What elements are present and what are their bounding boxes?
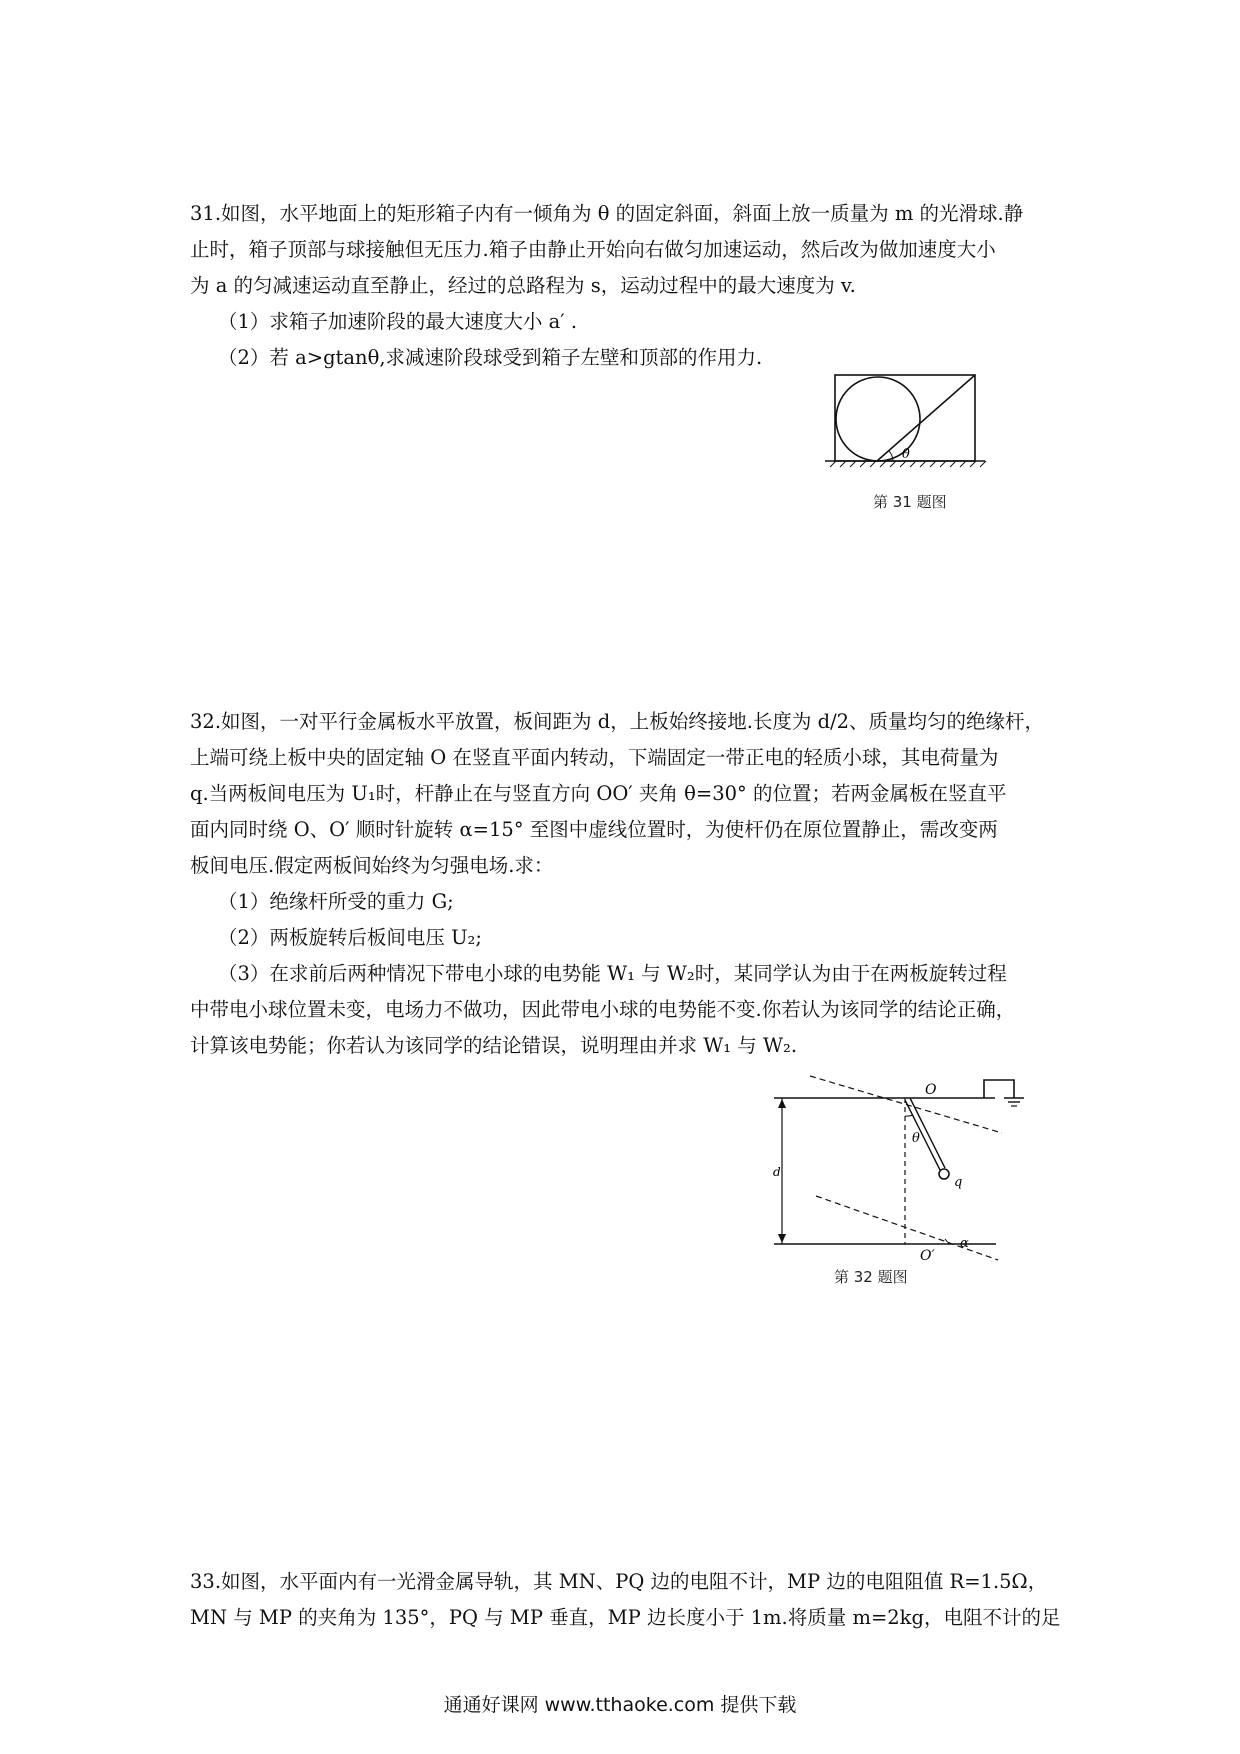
label-O-prime: O′	[920, 1248, 935, 1264]
q33-line-1: 33.如图，水平面内有一光滑金属导轨，其 MN、PQ 边的电阻不计，MP 边的电阻阻值 R=1.5Ω，	[190, 1570, 1048, 1593]
label-theta: θ	[912, 1131, 920, 1146]
q32-line-3: q.当两板间电压为 U₁时，杆静止在与竖直方向 OO′ 夹角 θ=30° 的位置；若两金属板在竖直平	[190, 782, 1007, 805]
label-q: q	[954, 1175, 963, 1190]
figure-32-parallel-plates	[770, 1070, 1070, 1264]
q31-line-3: 为 a 的匀减速运动直至静止，经过的总路程为 s，运动过程中的最大速度为 v.	[190, 274, 856, 297]
theta-label: θ	[902, 447, 910, 462]
footer-download-note: 通通好课网 www.tthaoke.com 提供下载	[443, 1694, 797, 1716]
q32-part-3: （3）在求前后两种情况下带电小球的电势能 W₁ 与 W₂时，某同学认为由于在两板旋转过程	[218, 962, 1007, 985]
q31-line-2: 止时，箱子顶部与球接触但无压力.箱子由静止开始向右做匀加速运动，然后改为做加速度大小	[190, 238, 996, 261]
q32-line-4: 面内同时绕 O、O′ 顺时针旋转 α=15° 至图中虚线位置时，为使杆仍在原位置静止，需改变两	[190, 818, 998, 841]
figure-32-caption: 第 32 题图	[834, 1268, 908, 1286]
figure-31-box-incline	[830, 370, 990, 480]
q31-part-1: （1）求箱子加速阶段的最大速度大小 a′ .	[218, 310, 578, 333]
figure-31-caption: 第 31 题图	[873, 493, 947, 511]
q32-line-1: 32.如图，一对平行金属板水平放置，板间距为 d，上板始终接地.长度为 d/2、质量均匀的绝缘杆，	[190, 710, 1045, 733]
q32-line-7: 计算该电势能；你若认为该同学的结论错误，说明理由并求 W₁ 与 W₂.	[190, 1034, 798, 1057]
q32-line-2: 上端可绕上板中央的固定轴 O 在竖直平面内转动，下端固定一带正电的轻质小球，其电荷量为	[190, 746, 999, 769]
label-alpha: α	[960, 1236, 969, 1251]
q31-part-2: （2）若 a>gtanθ,求减速阶段球受到箱子左壁和顶部的作用力.	[218, 346, 763, 369]
q32-line-6: 中带电小球位置未变，电场力不做功，因此带电小球的电势能不变.你若认为该同学的结论正确，	[190, 998, 1016, 1021]
label-d: d	[773, 1165, 781, 1179]
q31-line-1: 31.如图，水平地面上的矩形箱子内有一倾角为 θ 的固定斜面，斜面上放一质量为 m 的光滑球.静	[190, 202, 1024, 225]
q32-line-5: 板间电压.假定两板间始终为匀强电场.求：	[190, 854, 554, 877]
q32-part-1: （1）绝缘杆所受的重力 G;	[218, 890, 454, 913]
label-O: O	[925, 1082, 937, 1098]
q32-part-2: （2）两板旋转后板间电压 U₂;	[218, 926, 482, 949]
q33-line-2: MN 与 MP 的夹角为 135°，PQ 与 MP 垂直，MP 边长度小于 1m.将质量 m=2kg，电阻不计的足	[190, 1606, 1061, 1629]
